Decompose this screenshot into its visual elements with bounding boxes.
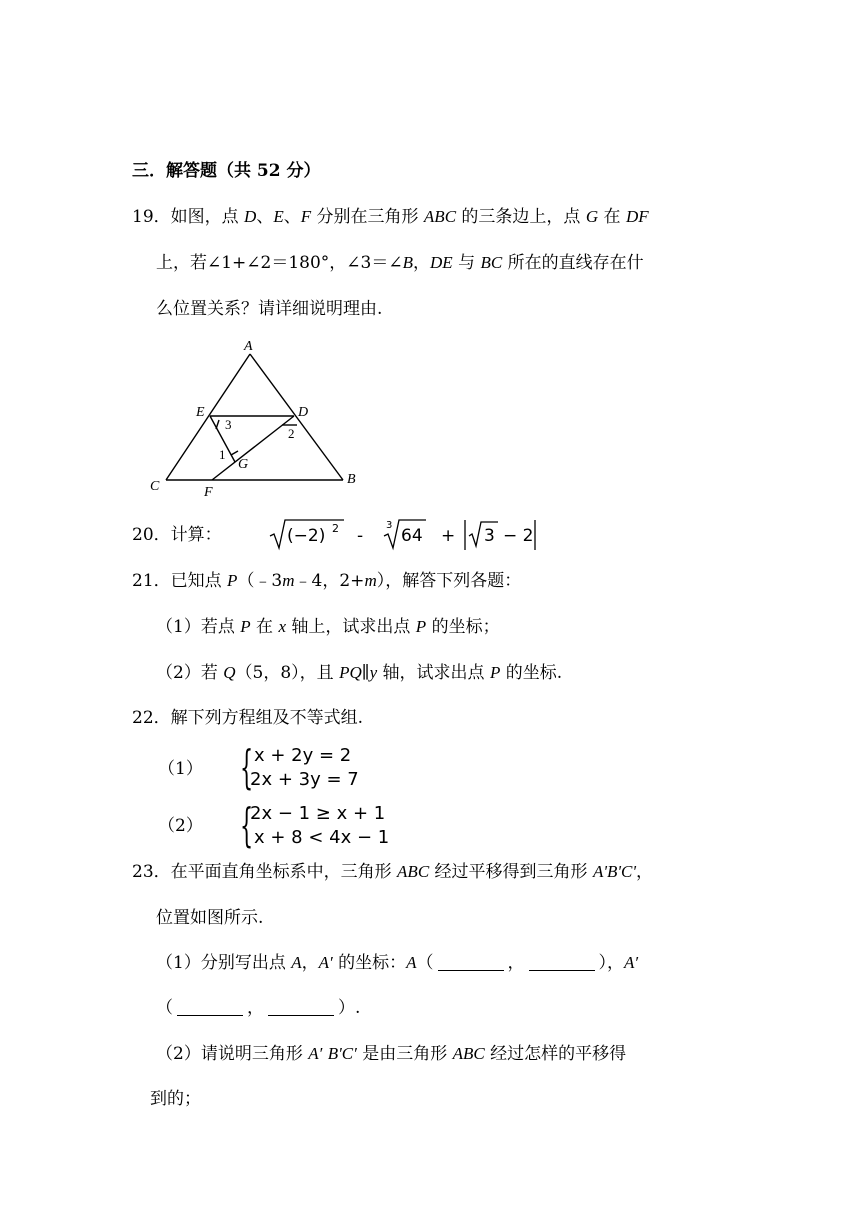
text: 已知点 bbox=[170, 571, 228, 591]
label-g: G bbox=[238, 457, 249, 472]
text: 的三条边上，点 bbox=[456, 207, 586, 227]
text: 、 bbox=[256, 207, 274, 227]
var: B'C′ bbox=[327, 1044, 357, 1063]
square-exponent: 2 bbox=[332, 522, 339, 535]
var: ABC bbox=[397, 862, 430, 881]
label-b: B bbox=[347, 472, 356, 487]
text: 如图，点 bbox=[170, 207, 245, 227]
var: A′ bbox=[318, 953, 333, 972]
text: 是由三角形 bbox=[356, 1044, 453, 1064]
var: A bbox=[406, 953, 417, 972]
var: ABC bbox=[452, 1044, 485, 1063]
label-d: D bbox=[298, 405, 309, 420]
var: A′ bbox=[308, 1044, 323, 1063]
cbrt-index: 3 bbox=[386, 520, 393, 531]
text: 解下列方程组及不等式组. bbox=[170, 708, 364, 728]
text: 所在的直线存在什 bbox=[502, 253, 644, 273]
abs-tail: − 2 bbox=[503, 526, 534, 546]
answer-blank-ap-y[interactable] bbox=[268, 999, 334, 1016]
var: ABC bbox=[423, 207, 457, 226]
text: ， bbox=[635, 862, 653, 882]
var: D bbox=[244, 207, 257, 226]
text: （2）请说明三角形 bbox=[156, 1044, 309, 1064]
q19-triangle-figure bbox=[140, 334, 370, 504]
section-title: 三．解答题（共 52 分） bbox=[132, 161, 321, 181]
q19-line-3: 么位置关系？请详细说明理由. bbox=[156, 299, 383, 319]
segment-ab bbox=[250, 354, 343, 480]
text: （2）若 bbox=[156, 663, 224, 683]
var: G bbox=[585, 207, 599, 226]
inequality: x + 8 < 4x − 1 bbox=[254, 827, 390, 848]
angle-label-2: 2 bbox=[288, 426, 295, 441]
system-2-ineq-2 bbox=[250, 826, 389, 850]
q19-line-2 bbox=[156, 252, 644, 274]
text: 在 bbox=[250, 617, 279, 637]
label-e: E bbox=[196, 405, 205, 420]
q21-number: 21． bbox=[132, 571, 171, 591]
q22-number: 22． bbox=[132, 708, 171, 728]
var: P bbox=[415, 617, 427, 636]
text: 的坐标. bbox=[500, 663, 563, 683]
plus-sign: + bbox=[441, 526, 456, 546]
angle-label-3: 3 bbox=[225, 417, 232, 432]
q23-line-1 bbox=[132, 861, 653, 883]
text: ， bbox=[301, 953, 319, 973]
var: F bbox=[300, 207, 312, 226]
text: （5，8），且 bbox=[235, 663, 340, 683]
text: 的坐标： bbox=[332, 953, 407, 973]
text: （﹣3 bbox=[237, 571, 283, 591]
q19-line-1 bbox=[132, 206, 649, 228]
text: 轴，试求出点 bbox=[377, 663, 490, 683]
text: 与 bbox=[452, 253, 481, 273]
text: 上，若∠1+∠2＝180°，∠3＝∠ bbox=[156, 253, 403, 273]
var: E bbox=[273, 207, 284, 226]
equation: 2x + 3y = 7 bbox=[250, 769, 359, 790]
label-c: C bbox=[150, 479, 160, 494]
var: Q bbox=[223, 663, 236, 682]
text: 经过平移得到三角形 bbox=[429, 862, 593, 882]
text: （ bbox=[416, 953, 434, 973]
system-2-brace: { bbox=[240, 798, 254, 852]
q23-line-2: 位置如图所示. bbox=[156, 908, 264, 928]
q23-part-2-cont: 到的； bbox=[150, 1089, 201, 1109]
equation: x + 2y = 2 bbox=[254, 745, 352, 766]
var: P bbox=[489, 663, 501, 682]
q23-part-1 bbox=[156, 952, 638, 974]
text: 、 bbox=[283, 207, 301, 227]
cbrt-inner: 64 bbox=[401, 526, 423, 546]
q22-system-2-label: （2） bbox=[158, 816, 203, 836]
text: 的坐标； bbox=[426, 617, 500, 637]
var: A bbox=[291, 953, 302, 972]
system-1-eq-2 bbox=[250, 768, 359, 792]
var: BC bbox=[480, 253, 503, 272]
text: ）， bbox=[598, 953, 625, 973]
q20-line bbox=[132, 524, 222, 546]
text: 计算： bbox=[170, 525, 222, 545]
var: m bbox=[364, 571, 377, 590]
var: x bbox=[278, 617, 286, 636]
q23-number: 23． bbox=[132, 862, 171, 882]
var: PQ bbox=[339, 663, 362, 682]
q21-part-2 bbox=[156, 662, 562, 684]
system-1-eq-1 bbox=[250, 744, 351, 768]
angle-label-1: 1 bbox=[219, 447, 226, 462]
q22-line bbox=[132, 707, 363, 729]
text: （1）若点 bbox=[156, 617, 241, 637]
var: y bbox=[369, 663, 378, 682]
q22-system-1-label: （1） bbox=[158, 759, 203, 779]
text: ， bbox=[247, 998, 264, 1018]
minus-sign: - bbox=[357, 526, 364, 546]
text: （ bbox=[156, 998, 173, 1018]
label-a: A bbox=[244, 339, 253, 354]
answer-blank-ap-x[interactable] bbox=[177, 999, 243, 1016]
text: ∥ bbox=[361, 663, 370, 683]
var: P bbox=[240, 617, 251, 636]
var: P bbox=[227, 571, 238, 590]
text: ， bbox=[413, 253, 431, 273]
var: B bbox=[402, 253, 414, 272]
system-1-brace: { bbox=[240, 740, 254, 794]
text: （1）分别写出点 bbox=[156, 953, 292, 973]
angle-1-mark bbox=[231, 451, 238, 455]
text: ），解答下列各题： bbox=[376, 571, 522, 591]
answer-blank-a-y[interactable] bbox=[529, 954, 595, 971]
text: 在平面直角坐标系中，三角形 bbox=[170, 862, 398, 882]
sqrt-inner: (−2) bbox=[287, 526, 326, 546]
text: 分别在三角形 bbox=[311, 207, 424, 227]
answer-blank-a-x[interactable] bbox=[438, 954, 504, 971]
q23-part-2 bbox=[156, 1043, 626, 1065]
q23-part-1-cont bbox=[156, 997, 360, 1019]
var: DF bbox=[625, 207, 649, 226]
angle-3-mark bbox=[216, 420, 219, 429]
text: ）. bbox=[338, 998, 361, 1018]
abs-sqrt-inner: 3 bbox=[484, 526, 495, 546]
system-2-ineq-1 bbox=[250, 802, 385, 826]
text: ﹣4，2+ bbox=[294, 571, 365, 591]
var: DE bbox=[430, 253, 453, 272]
var: A′ bbox=[624, 953, 639, 972]
text: 轴上，试求出点 bbox=[285, 617, 416, 637]
q21-line-1 bbox=[132, 570, 521, 592]
var: A'B'C' bbox=[592, 862, 636, 881]
q20-expression bbox=[266, 516, 546, 552]
text: 在 bbox=[598, 207, 626, 227]
inequality: 2x − 1 ≥ x + 1 bbox=[250, 803, 386, 824]
q21-part-1 bbox=[156, 616, 500, 638]
text: 经过怎样的平移得 bbox=[484, 1044, 627, 1064]
q19-number: 19． bbox=[132, 207, 171, 227]
label-f: F bbox=[204, 485, 213, 500]
q20-number: 20． bbox=[132, 525, 171, 545]
text: ， bbox=[507, 953, 525, 973]
var: m bbox=[282, 571, 295, 590]
